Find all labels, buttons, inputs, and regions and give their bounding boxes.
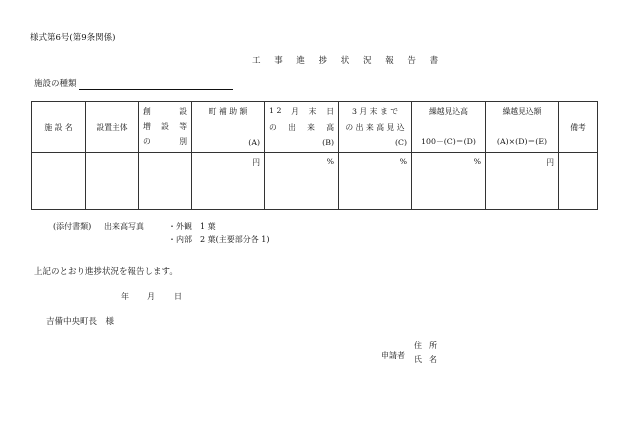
header-december-progress: 1 2 月 末 日 の 出 来 高 (B)	[265, 102, 339, 153]
header-owner: 設置主体	[86, 102, 139, 153]
attachment-photo: 出来高写真	[104, 222, 144, 231]
applicant-label: 申請者	[381, 351, 405, 360]
form-number: 様式第6号(第9条関係)	[30, 33, 116, 43]
document-title: 工 事 進 捗 状 況 報 告 書	[252, 56, 444, 66]
cell-december-progress[interactable]	[265, 153, 339, 210]
header-construction-type: 創 設 増 設 等 の 別	[139, 102, 192, 153]
cell-construction-type[interactable]	[139, 153, 192, 210]
unit-percent: %	[473, 157, 481, 166]
cell-carryover-rate[interactable]	[412, 153, 486, 210]
date-year-label: 年	[121, 292, 129, 301]
header-facility-name: 施 設 名	[32, 102, 86, 153]
applicant-name-label: 氏名	[414, 355, 444, 364]
date-month-label: 月	[147, 292, 155, 301]
header-march-forecast: 3 月 末 ま で の 出 来 高 見 込 (C)	[339, 102, 412, 153]
header-subsidy-amount: 町 補 助 額 (A)	[192, 102, 265, 153]
header-remarks: 備考	[559, 102, 598, 153]
attachments-label: (添付書類)	[53, 222, 92, 231]
unit-yen: 円	[252, 158, 260, 167]
attachment-interior: ・内部 2 葉(主要部分各 1)	[168, 235, 270, 244]
facility-type-label: 施設の種類	[34, 79, 77, 89]
unit-percent: %	[399, 157, 407, 166]
applicant-address-label: 住所	[414, 341, 444, 350]
progress-table	[31, 101, 598, 210]
cell-owner[interactable]	[86, 153, 139, 210]
header-carryover-rate: 繰越見込高 100－(C)＝(D)	[412, 102, 486, 153]
cell-facility-name[interactable]	[32, 153, 86, 210]
cell-subsidy-amount[interactable]	[192, 153, 265, 210]
header-carryover-amount: 繰越見込額 (A)×(D)＝(E)	[486, 102, 559, 153]
facility-type-field[interactable]	[79, 89, 233, 90]
date-day-label: 日	[174, 292, 182, 301]
unit-percent: %	[326, 157, 334, 166]
attachment-exterior: ・外観 1 葉	[168, 222, 216, 231]
addressee: 吉備中央町長 様	[46, 317, 115, 327]
cell-remarks[interactable]	[559, 153, 598, 210]
report-statement: 上記のとおり進捗状況を報告します。	[34, 267, 178, 277]
unit-yen: 円	[546, 158, 554, 167]
cell-march-forecast[interactable]	[339, 153, 412, 210]
cell-carryover-amount[interactable]	[486, 153, 559, 210]
